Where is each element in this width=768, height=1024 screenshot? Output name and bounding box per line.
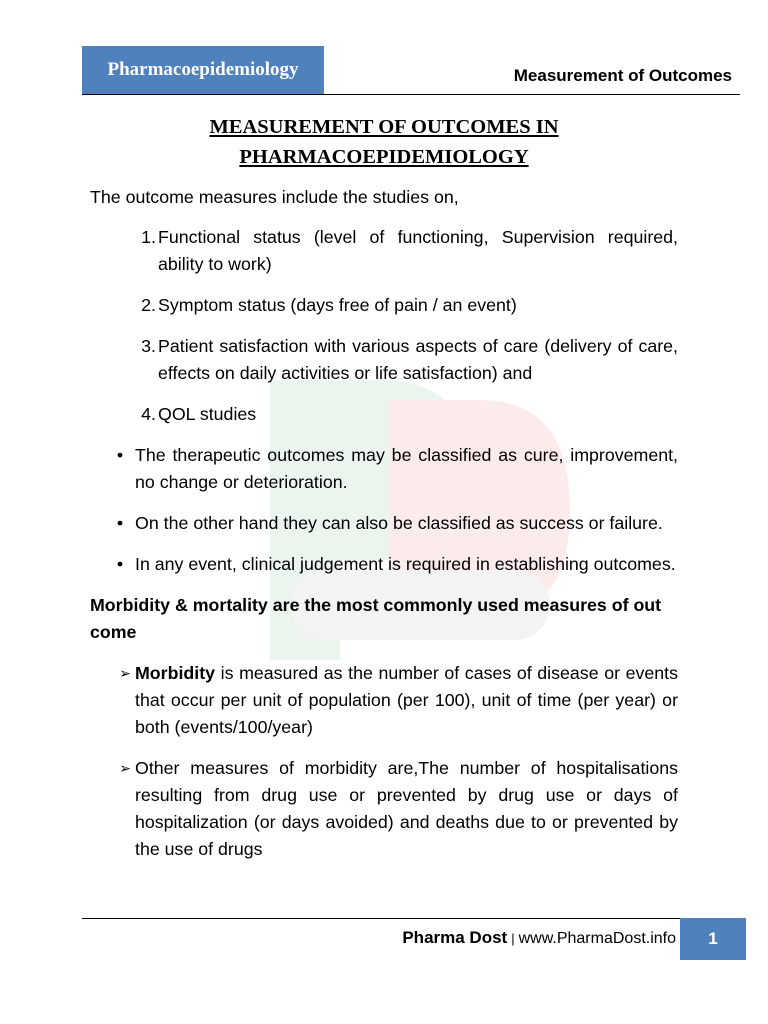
arrow-item	[90, 755, 678, 863]
list-item-text: Patient satisfaction with various aspects of care (delivery of care, effects on daily activities or life satisfaction) and	[158, 336, 678, 383]
list-item-text: QOL studies	[158, 404, 257, 424]
page-title-line-1: MEASUREMENT OF OUTCOMES IN	[209, 116, 559, 138]
bullet-list	[90, 442, 678, 578]
bullet-item	[90, 551, 678, 578]
bullet-dot-icon: •	[116, 445, 124, 465]
footer-website-link[interactable]: www.PharmaDost.info	[518, 930, 676, 947]
list-item	[90, 401, 678, 428]
arrow-bullet-icon: ➢	[119, 665, 131, 681]
footer-divider	[82, 918, 740, 919]
list-item	[90, 224, 678, 278]
arrow-bullet-icon: ➢	[119, 760, 131, 776]
numbered-list	[90, 224, 678, 428]
list-item	[90, 292, 678, 319]
list-item-text: Symptom status (days free of pain / an event)	[158, 295, 517, 315]
list-number: 4.	[141, 404, 156, 424]
footer-credit	[402, 928, 676, 948]
bullet-text: In any event, clinical judgement is required in establishing outcomes.	[135, 554, 676, 574]
page-number: 1	[680, 918, 746, 960]
page-title	[82, 112, 686, 172]
header-subject-badge: Pharmacoepidemiology	[82, 46, 324, 94]
bullet-dot-icon: •	[116, 554, 124, 574]
footer-separator: |	[511, 931, 515, 946]
arrow-item-text	[135, 660, 678, 741]
bullet-item	[90, 510, 678, 537]
arrow-list	[90, 660, 678, 863]
intro-paragraph: The outcome measures include the studies on,	[90, 187, 459, 207]
arrow-item-body: is measured as the number of cases of disease or events that occur per unit of population (per 100), unit of time (per year) or both (events/100/year)	[135, 663, 678, 737]
list-item-text: Functional status (level of functioning, Supervision required, ability to work)	[158, 227, 678, 274]
bold-subheading-paragraph: Morbidity & mortality are the most commonly used measures of out come	[90, 595, 662, 642]
list-number: 2.	[141, 295, 156, 315]
arrow-item-body: Other measures of morbidity are,The number of hospitalisations resulting from drug use or prevented by drug use or days of hospitalization (or days avoided) and deaths due to or prevented by the use of drugs	[135, 758, 678, 859]
document-body	[90, 184, 678, 877]
arrow-item-bold-term: Morbidity	[135, 663, 216, 683]
bullet-text: The therapeutic outcomes may be classified as cure, improvement, no change or deterioration.	[135, 445, 678, 492]
arrow-item	[90, 660, 678, 741]
header-divider	[82, 94, 740, 95]
bullet-text: On the other hand they can also be classified as success or failure.	[135, 513, 663, 533]
bullet-item	[90, 442, 678, 496]
page-title-line-2: PHARMACOEPIDEMIOLOGY	[239, 146, 529, 168]
arrow-item-text	[135, 755, 678, 863]
list-item	[90, 333, 678, 387]
footer-brand: Pharma Dost	[402, 928, 508, 947]
header-chapter-title: Measurement of Outcomes	[513, 66, 732, 85]
list-number: 3.	[141, 336, 156, 356]
list-number: 1.	[141, 227, 156, 247]
bullet-dot-icon: •	[116, 513, 124, 533]
